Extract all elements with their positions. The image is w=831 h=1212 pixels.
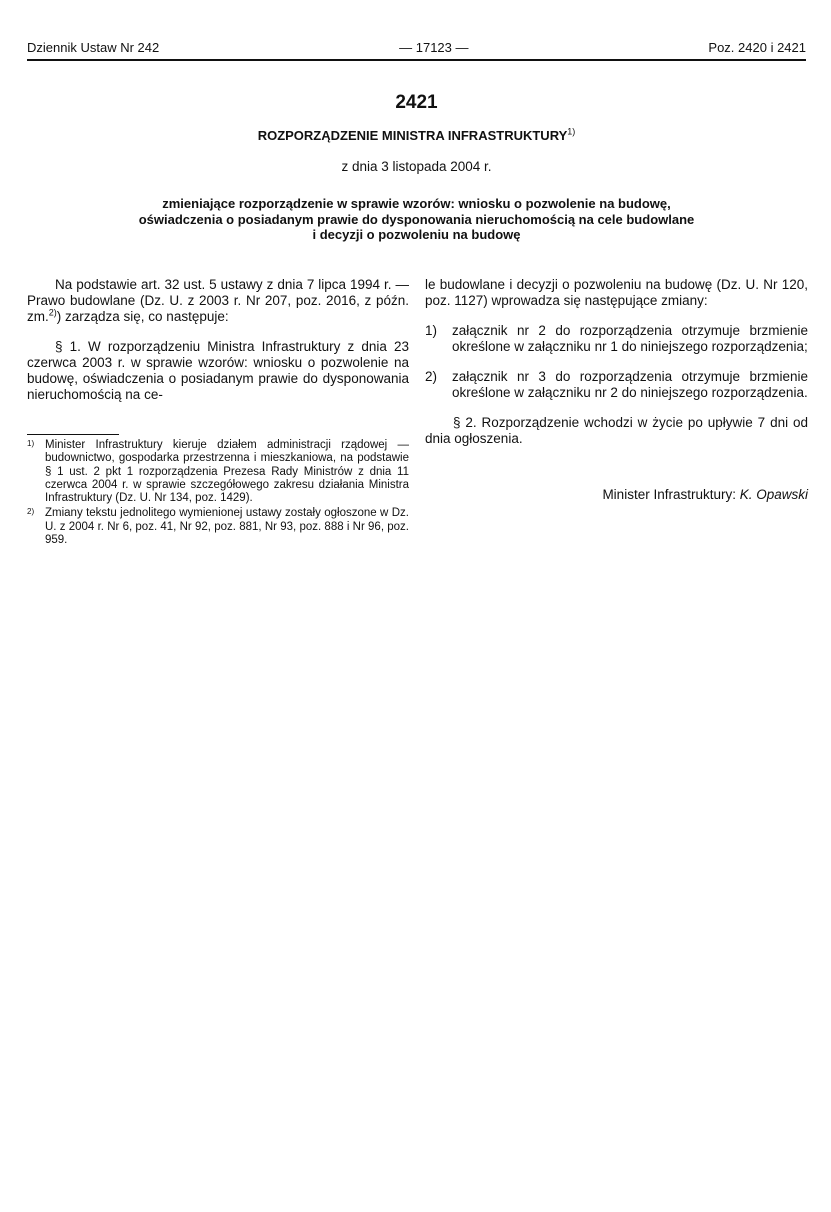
page-number: — 17123 — (399, 40, 469, 55)
act-date: z dnia 3 listopada 2004 r. (341, 159, 492, 174)
act-number: 2421 (395, 92, 438, 113)
right-column (425, 277, 808, 503)
section-1-paragraph: § 1. W rozporządzeniu Ministra Infrastruktury z dnia 23 czerwca 2003 r. w sprawie wzorów: wniosku o pozwolenie na budowę, oświadczenia o posiadanym prawie do dysponowania nieruchomością na ce- (27, 339, 409, 402)
act-title-text: ROZPORZĄDZENIE MINISTRA INFRASTRUKTURY (257, 128, 568, 143)
item-text: załącznik nr 2 do rozporządzenia otrzymuje brzmienie określone w załączniku nr 1 do niniejszego rozporządzenia; (452, 323, 808, 354)
item-number: 1) (425, 323, 438, 338)
footnote-ref-2: 2) (48, 307, 57, 318)
page-header (27, 40, 806, 61)
item-number: 2) (425, 369, 438, 384)
section-2-paragraph: § 2. Rozporządzenie wchodzi w życie po upływie 7 dni od dnia ogłoszenia. (425, 415, 808, 446)
subject-line: i decyzji o pozwoleniu na budowę (312, 227, 521, 242)
footnotes (27, 434, 409, 549)
subject-line: oświadczenia o posiadanym prawie do dysponowania nieruchomością na cele budowlane (138, 211, 695, 227)
footnote-mark: 2) (27, 507, 35, 517)
footnote-text: Zmiany tekstu jednolitego wymienionej ustawy zostały ogłoszone w Dz. U. z 2004 r. Nr 6, poz. 41, Nr 92, poz. 881, Nr 93, poz. 888 i Nr 96, poz. 959. (45, 507, 409, 547)
left-column (27, 277, 409, 403)
subject-line: zmieniające rozporządzenie w sprawie wzorów: wniosku o pozwolenie na budowę, (162, 196, 671, 211)
signature-name: K. Opawski (739, 487, 808, 502)
legal-basis-text-end: ) zarządza się, co następuje: (56, 309, 229, 324)
signature (425, 487, 808, 503)
footnote-divider (27, 434, 119, 435)
footnote-text: Minister Infrastruktury kieruje działem administracji rządowej — budownictwo, gospodarka przestrzenna i mieszkaniowa, na podstawie § 1 ust. 2 pkt 1 rozporządzenia Prezesa Rady Ministrów z dnia 11 czerwca 2004 r. w sprawie szczegółowego zakresu działania Ministra Infrastruktury (Dz. U. Nr 134, poz. 1429). (45, 439, 409, 505)
section-1-continuation: le budowlane i decyzji o pozwoleniu na budowę (Dz. U. Nr 120, poz. 1127) wprowadza się następujące zmiany: (425, 277, 808, 308)
signature-label: Minister Infrastruktury: (602, 487, 740, 502)
footnote (27, 439, 409, 505)
legal-basis-paragraph (27, 277, 409, 325)
footnote (27, 507, 409, 547)
act-subject (27, 196, 806, 243)
amendment-item (425, 369, 808, 401)
act-title (27, 128, 806, 143)
journal-name: Dziennik Ustaw Nr 242 (27, 40, 160, 55)
item-text: załącznik nr 3 do rozporządzenia otrzymuje brzmienie określone w załączniku nr 2 do niniejszego rozporządzenia. (452, 369, 808, 400)
footnote-mark: 1) (27, 439, 35, 448)
position-reference: Poz. 2420 i 2421 (708, 40, 806, 55)
footnote-ref-1: 1) (567, 126, 576, 137)
legal-basis-text: Na podstawie art. 32 ust. 5 ustawy z dnia 7 lipca 1994 r. — Prawo budowlane (Dz. U. z 2003 r. Nr 207, poz. 2016, z późn. zm. (27, 277, 409, 324)
amendment-item (425, 323, 808, 355)
